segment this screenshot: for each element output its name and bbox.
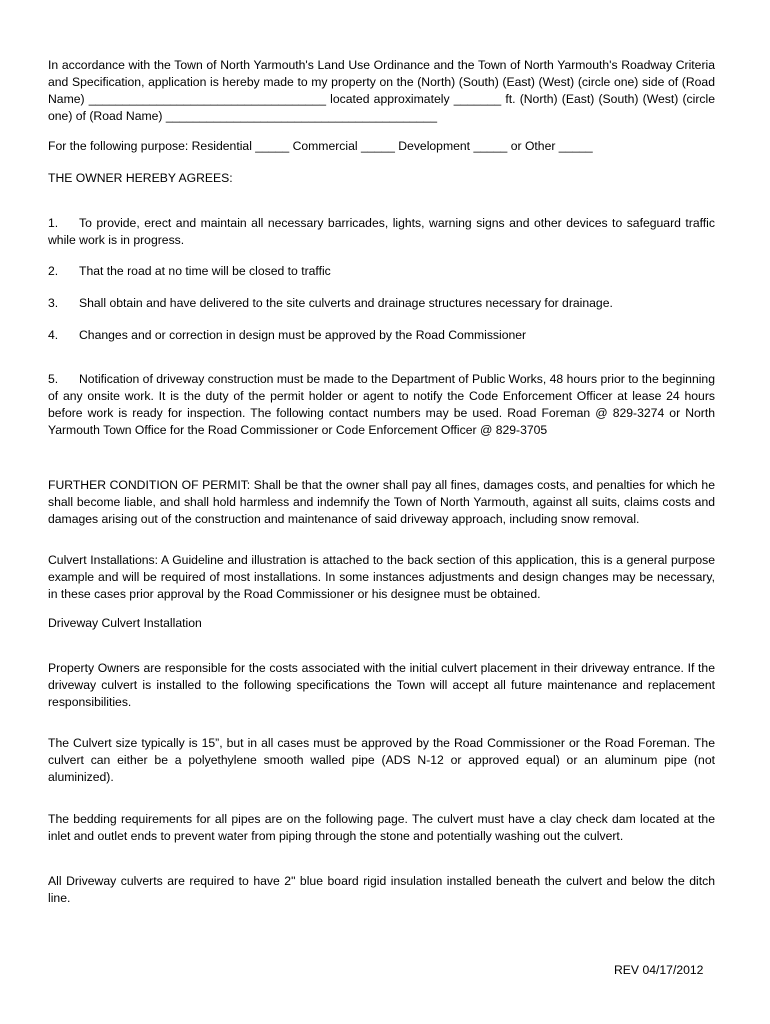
item-number: 5. bbox=[48, 372, 59, 386]
agreement-item-4 bbox=[48, 327, 715, 344]
item-text: To provide, erect and maintain all necessary barricades, lights, warning signs and other devices to safeguard traffic while work is in progress. bbox=[48, 216, 715, 247]
revision-date: REV 04/17/2012 bbox=[614, 963, 704, 977]
property-owners-paragraph: Property Owners are responsible for the costs associated with the initial culvert placement in their driveway entrance. If the driveway culvert is installed to the following specifications the Town will accept all future maintenance and replacement responsibilities. bbox=[48, 661, 715, 709]
insulation-paragraph: All Driveway culverts are required to have 2" blue board rigid insulation installed beneath the culvert and below the ditch line. bbox=[48, 874, 715, 905]
further-condition-paragraph: FURTHER CONDITION OF PERMIT: Shall be that the owner shall pay all fines, damages costs, and penalties for which he shall become liable, and shall hold harmless and indemnify the Town of North Yarmouth, against all suits, claims costs and damages arising out of the construction and maintenance of said driveway approach, including snow removal. bbox=[48, 478, 715, 526]
item-number: 3. bbox=[48, 296, 59, 310]
item-text: Notification of driveway construction must be made to the Department of Public Works, 48 hours prior to the beginning of any onsite work. It is the duty of the permit holder or agent to notify the Code Enforcement Officer at lease 24 hours before work is ready for inspection. The following contact numbers may be used. Road Foreman @ 829-3274 or North Yarmouth Town Office for the Road Commissioner or Code Enforcement Officer @ 829-3705 bbox=[48, 372, 715, 437]
agreement-item-1 bbox=[48, 215, 715, 249]
culvert-installations-paragraph: Culvert Installations: A Guideline and illustration is attached to the back section of this application, this is a general purpose example and will be required of most installations. In some instances adjustments and design changes may be necessary, in these cases prior approval by the Road Commissioner or his designee must be obtained. bbox=[48, 553, 715, 601]
item-number: 2. bbox=[48, 264, 59, 278]
agreement-item-3 bbox=[48, 295, 715, 312]
item-text: Shall obtain and have delivered to the site culverts and drainage structures necessary for drainage. bbox=[79, 296, 613, 310]
agrees-heading: THE OWNER HEREBY AGREES: bbox=[48, 171, 233, 185]
intro-paragraph: In accordance with the Town of North Yarmouth's Land Use Ordinance and the Town of North Yarmouth's Roadway Criteria and Specification, application is hereby made to my property on the (North) (South) (East) (West) (circle one) side of (Road Name) ___________________________________ located approximately _______ ft. (North) (East) (South) (West) (circle one) of (Road Name) ________________________________________ bbox=[48, 58, 715, 123]
culvert-size-paragraph: The Culvert size typically is 15”, but in all cases must be approved by the Road Commissioner or the Road Foreman. The culvert can either be a polyethylene smooth walled pipe (ADS N-12 or approved equal) or an aluminum pipe (not aluminized). bbox=[48, 736, 715, 784]
item-text: Changes and or correction in design must be approved by the Road Commissioner bbox=[79, 328, 527, 342]
bedding-paragraph: The bedding requirements for all pipes are on the following page. The culvert must have a clay check dam located at the inlet and outlet ends to prevent water from piping through the stone and potentially washing out the culvert. bbox=[48, 812, 715, 843]
agreement-item-5 bbox=[48, 371, 715, 439]
agreement-item-2 bbox=[48, 263, 715, 280]
purpose-line: For the following purpose: Residential _____ Commercial _____ Development _____ or Other _____ bbox=[48, 139, 593, 153]
item-text: That the road at no time will be closed to traffic bbox=[79, 264, 331, 278]
item-number: 1. bbox=[48, 216, 59, 230]
driveway-culvert-heading: Driveway Culvert Installation bbox=[48, 616, 202, 630]
item-number: 4. bbox=[48, 328, 59, 342]
